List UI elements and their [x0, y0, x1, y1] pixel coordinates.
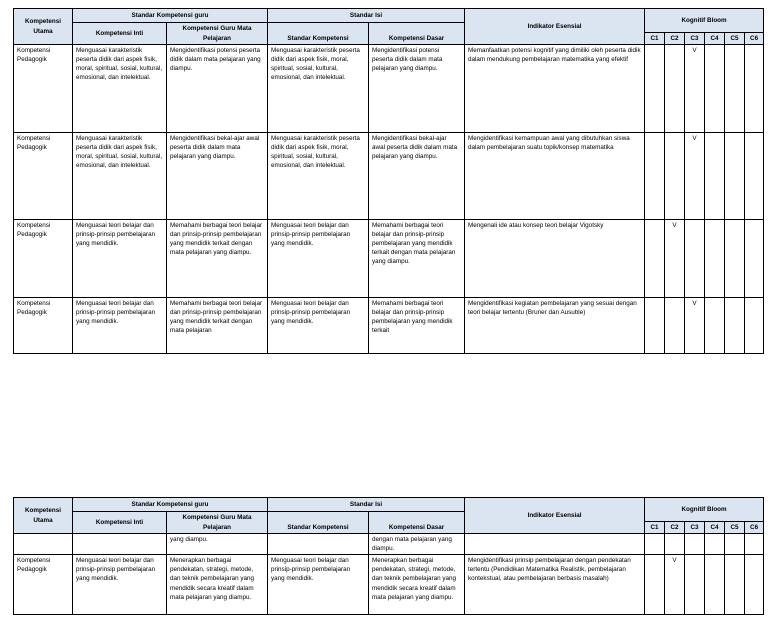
- header-kompetensi-utama: Kompetensi Utama: [14, 9, 73, 45]
- header-bloom-level: C3: [685, 522, 705, 534]
- cell-bloom-mark: [745, 45, 764, 133]
- header-bloom-level: C6: [745, 33, 764, 45]
- header-kognitif-bloom: Kognitif Bloom: [645, 9, 764, 33]
- cell-kompetensi-guru-mapel: Memahami berbagai teori belajar dan prinsip-prinsip pembelajaran yang mendidik terkait dengan mata pelajaran yang diampu.: [167, 220, 268, 298]
- cell-bloom-mark: [725, 298, 745, 354]
- cell-bloom-mark: [665, 298, 685, 354]
- header-standar-kompetensi: Standar Kompetensi: [268, 23, 369, 45]
- table-row: [14, 45, 764, 133]
- cell-bloom-mark: [725, 133, 745, 220]
- cell-indikator: Mengidentifikasi kegiatan pembelajaran yang sesuai dengan teori belajar tertentu (Bruner dan Ausuble): [465, 298, 645, 354]
- competency-table-2: [13, 497, 764, 615]
- header-bloom-level: C1: [645, 522, 665, 534]
- cell-bloom-mark: [705, 133, 725, 220]
- header-standar-guru: Standar Kompetensi guru: [73, 498, 268, 512]
- cell-kompetensi-dasar: Memahami berbagai teori belajar dan prinsip-prinsip pembelajaran yang mendidik terkait dengan mata pelajaran yang diampu.: [369, 220, 465, 298]
- header-bloom-level: C4: [705, 33, 725, 45]
- cell-bloom-mark: [725, 45, 745, 133]
- cell-indikator: Mengidentifikasi kemampuan awal yang dibutuhkan siswa dalam pembelajaran suatu topik/konsep matematika: [465, 133, 645, 220]
- header-bloom-level: C4: [705, 522, 725, 534]
- competency-table-1: [13, 8, 764, 354]
- header-bloom-level: C2: [665, 522, 685, 534]
- header-bloom-level: C3: [685, 33, 705, 45]
- cell-kompetensi-inti: Menguasai karakteristik peserta didik dari aspek fisik, moral, spiritual, sosial, kultural, emosional, dan intelektual.: [73, 133, 167, 220]
- table-row: [14, 534, 764, 555]
- cell-bloom-mark: [705, 555, 725, 615]
- cell-kompetensi-utama: Kompetensi Pedagogik: [14, 298, 73, 354]
- cell-bloom-mark: V: [665, 555, 685, 615]
- header-kompetensi-inti: Kompetensi Inti: [73, 23, 167, 45]
- cell-standar-kompetensi: Menguasai teori belajar dan prinsip-prinsip pembelajaran yang mendidik.: [268, 220, 369, 298]
- cell-bloom-mark: [685, 534, 705, 555]
- cell-bloom-mark: [745, 220, 764, 298]
- cell-bloom-mark: [725, 220, 745, 298]
- cell-kompetensi-guru-mapel: Mengidentifikasi bekal-ajar awal peserta didik dalam mata pelajaran yang diampu.: [167, 133, 268, 220]
- cell-bloom-mark: [745, 133, 764, 220]
- cell-indikator: Mengidentifikasi prinsip pembelajaran dengan pendekatan tertentu (Pendidikan Matematika Realistik, pembelajaran kontekstual, atau pembelajaran berbasis masalah): [465, 555, 645, 615]
- header-standar-isi: Standar Isi: [268, 9, 465, 23]
- cell-bloom-mark: [645, 298, 665, 354]
- table-1-body: [14, 45, 764, 354]
- header-standar-isi: Standar Isi: [268, 498, 465, 512]
- cell-bloom-mark: [685, 220, 705, 298]
- cell-bloom-mark: [645, 534, 665, 555]
- table-row: [14, 298, 764, 354]
- header-kompetensi-utama: Kompetensi Utama: [14, 498, 73, 534]
- cell-kompetensi-guru-mapel: Mengidentifikasi potensi peserta didik dalam mata pelajaran yang diampu.: [167, 45, 268, 133]
- cell-bloom-mark: [745, 534, 764, 555]
- table-row: [14, 220, 764, 298]
- header-kognitif-bloom: Kognitif Bloom: [645, 498, 764, 522]
- cell-kompetensi-inti: Menguasai teori belajar dan prinsip-prinsip pembelajaran yang mendidik.: [73, 555, 167, 615]
- cell-kompetensi-inti: [73, 534, 167, 555]
- cell-kompetensi-dasar: Mengidentifikasi potensi peserta didik dalam mata pelajaran yang diampu.: [369, 45, 465, 133]
- cell-bloom-mark: [645, 220, 665, 298]
- cell-bloom-mark: [645, 133, 665, 220]
- cell-indikator: [465, 534, 645, 555]
- header-kompetensi-guru-mapel: Kompetensi Guru Mata Pelajaran: [167, 23, 268, 45]
- table-row: [14, 555, 764, 615]
- cell-kompetensi-guru-mapel: Memahami berbagai teori belajar dan prinsip-prinsip pembelajaran yang mendidik terkait dengan mata pelajaran: [167, 298, 268, 354]
- header-standar-guru: Standar Kompetensi guru: [73, 9, 268, 23]
- cell-bloom-mark: [705, 220, 725, 298]
- cell-bloom-mark: [645, 45, 665, 133]
- cell-bloom-mark: [665, 534, 685, 555]
- header-bloom-level: C6: [745, 522, 764, 534]
- cell-kompetensi-utama: Kompetensi Pedagogik: [14, 555, 73, 615]
- header-kompetensi-dasar: Kompetensi Dasar: [369, 512, 465, 534]
- cell-bloom-mark: V: [685, 133, 705, 220]
- cell-kompetensi-inti: Menguasai teori belajar dan prinsip-prinsip pembelajaran yang mendidik.: [73, 220, 167, 298]
- cell-standar-kompetensi: Menguasai karakteristik peserta didik dari aspek fisik, moral, spiritual, sosial, kultural, emosional, dan intelektual.: [268, 133, 369, 220]
- header-indikator: Indikator Esensial: [465, 498, 645, 534]
- header-bloom-level: C2: [665, 33, 685, 45]
- cell-bloom-mark: V: [665, 220, 685, 298]
- header-bloom-level: C1: [645, 33, 665, 45]
- cell-bloom-mark: [705, 45, 725, 133]
- cell-bloom-mark: [645, 555, 665, 615]
- header-bloom-level: C5: [725, 522, 745, 534]
- cell-bloom-mark: [665, 45, 685, 133]
- cell-kompetensi-utama: Kompetensi Pedagogik: [14, 133, 73, 220]
- header-kompetensi-inti: Kompetensi Inti: [73, 512, 167, 534]
- cell-indikator: Memanfaatkan potensi kognitif yang dimiliki oleh peserta didik dalam mendukung pembelajaran matematika yang efektif: [465, 45, 645, 133]
- cell-kompetensi-utama: Kompetensi Pedagogik: [14, 45, 73, 133]
- cell-standar-kompetensi: Menguasai karakteristik peserta didik dari aspek fisik, moral, spiritual, sosial, kultural, emosional, dan intelektual.: [268, 45, 369, 133]
- cell-kompetensi-dasar: Menerapkan berbagai pendekatan, strategi, metode, dan teknik pembelajaran yang mendidik secara kreatif dalam mata pelajaran yang diampu.: [369, 555, 465, 615]
- cell-kompetensi-dasar: Mengidentifikasi bekal-ajar awal peserta didik dalam mata pelajaran yang diampu.: [369, 133, 465, 220]
- cell-indikator: Mengenali ide atau konsep teori belajar Vigotsky: [465, 220, 645, 298]
- cell-kompetensi-guru-mapel: yang diampu.: [167, 534, 268, 555]
- cell-kompetensi-dasar: dengan mata pelajaran yang diampu.: [369, 534, 465, 555]
- header-bloom-level: C5: [725, 33, 745, 45]
- cell-standar-kompetensi: Menguasai teori belajar dan prinsip-prinsip pembelajaran yang mendidik.: [268, 298, 369, 354]
- cell-bloom-mark: [745, 555, 764, 615]
- cell-bloom-mark: [725, 555, 745, 615]
- cell-bloom-mark: [705, 298, 725, 354]
- cell-kompetensi-utama: [14, 534, 73, 555]
- cell-bloom-mark: [705, 534, 725, 555]
- cell-bloom-mark: [665, 133, 685, 220]
- cell-bloom-mark: [725, 534, 745, 555]
- table-2-body: [14, 534, 764, 615]
- cell-kompetensi-inti: Menguasai teori belajar dan prinsip-prinsip pembelajaran yang mendidik.: [73, 298, 167, 354]
- cell-standar-kompetensi: [268, 534, 369, 555]
- cell-bloom-mark: V: [685, 45, 705, 133]
- header-kompetensi-dasar: Kompetensi Dasar: [369, 23, 465, 45]
- header-standar-kompetensi: Standar Kompetensi: [268, 512, 369, 534]
- cell-standar-kompetensi: Menguasai teori belajar dan prinsip-prinsip pembelajaran yang mendidik.: [268, 555, 369, 615]
- cell-kompetensi-utama: Kompetensi Pedagogik: [14, 220, 73, 298]
- cell-kompetensi-guru-mapel: Menerapkan berbagai pendekatan, strategi, metode, dan teknik pembelajaran yang mendidik secara kreatif dalam mata pelajaran yang diampu.: [167, 555, 268, 615]
- table-row: [14, 133, 764, 220]
- header-kompetensi-guru-mapel: Kompetensi Guru Mata Pelajaran: [167, 512, 268, 534]
- cell-bloom-mark: [685, 555, 705, 615]
- header-indikator: Indikator Esensial: [465, 9, 645, 45]
- cell-bloom-mark: [745, 298, 764, 354]
- cell-bloom-mark: V: [685, 298, 705, 354]
- cell-kompetensi-dasar: Memahami berbagai teori belajar dan prinsip-prinsip pembelajaran yang mendidik terkait: [369, 298, 465, 354]
- cell-kompetensi-inti: Menguasai karakteristik peserta didik dari aspek fisik, moral, spiritual, sosial, kultural, emosional, dan intelektual.: [73, 45, 167, 133]
